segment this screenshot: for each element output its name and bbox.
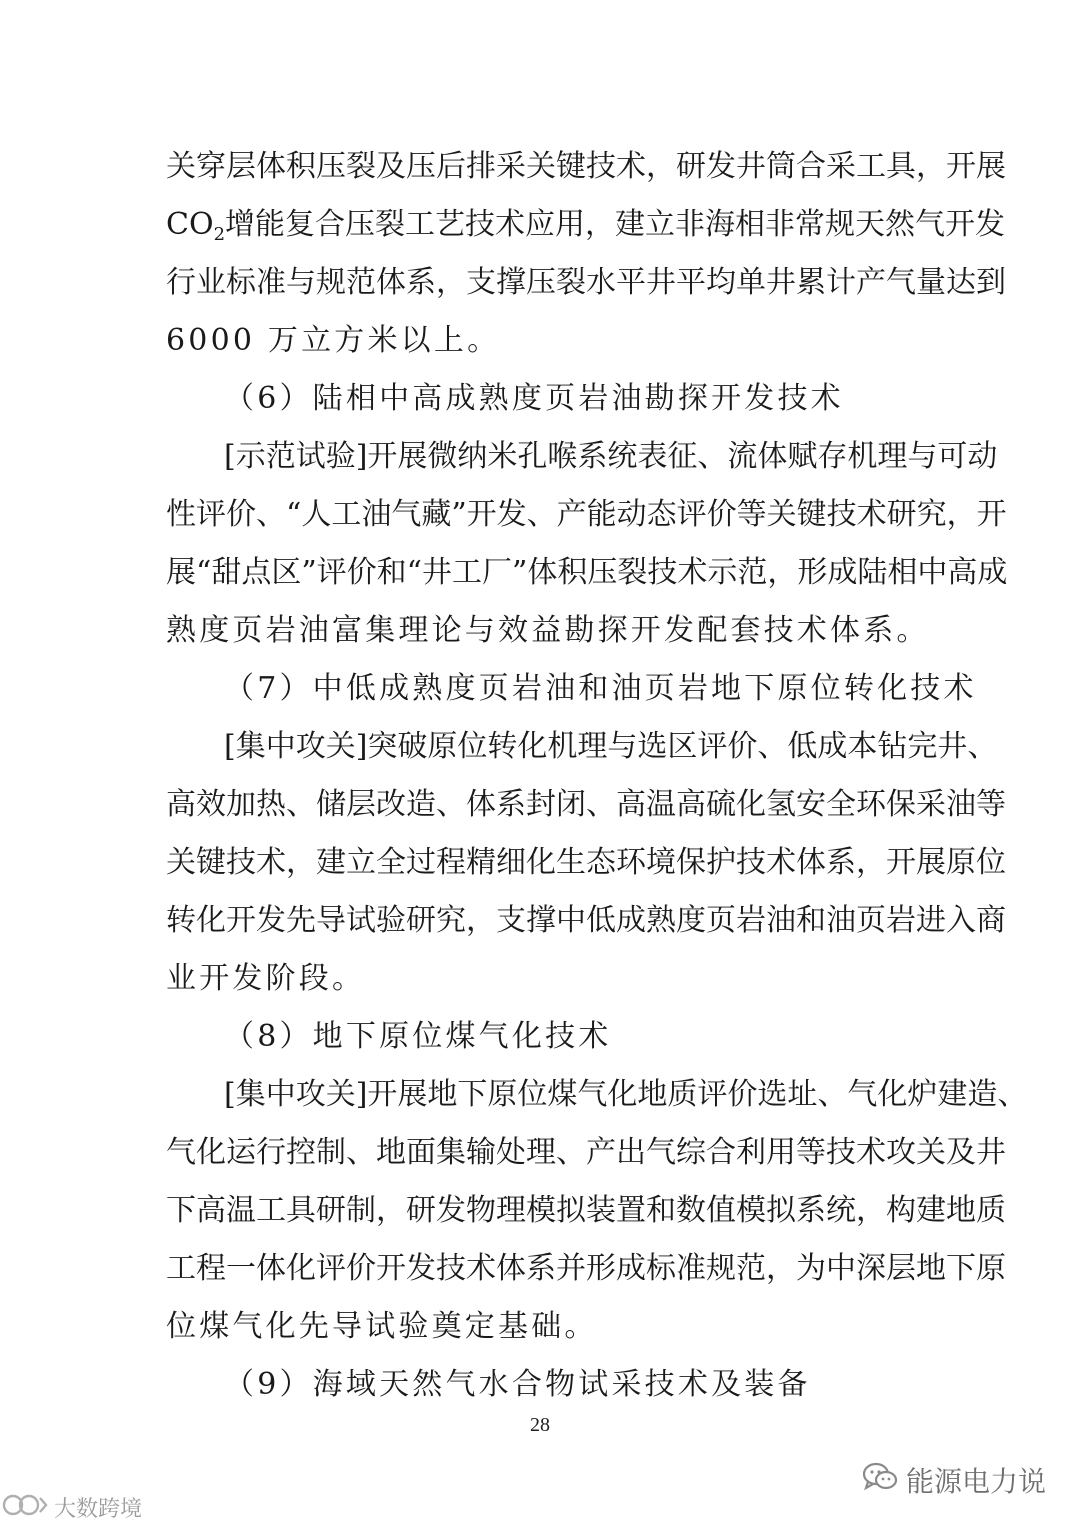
paragraph-line: 高效加热、储层改造、体系封闭、高温高硫化氢安全环保采油等 bbox=[166, 787, 1006, 822]
paragraph-line: 气化运行控制、地面集输处理、产出气综合利用等技术攻关及井 bbox=[166, 1135, 1006, 1170]
page-number: 28 bbox=[530, 1414, 550, 1436]
logo-icon bbox=[2, 1493, 50, 1523]
watermark-source bbox=[862, 1460, 1046, 1500]
paragraph-line: [集中攻关]开展地下原位煤气化地质评价选址、气化炉建造、 bbox=[224, 1077, 1028, 1112]
section-heading: （9）海域天然气水合物试采技术及装备 bbox=[224, 1367, 811, 1402]
section-heading: （7）中低成熟度页岩油和油页岩地下原位转化技术 bbox=[224, 671, 977, 706]
section-heading: （6）陆相中高成熟度页岩油勘探开发技术 bbox=[224, 381, 844, 416]
paragraph-line: 关穿层体积压裂及压后排采关键技术，研发井筒合采工具，开展 bbox=[166, 149, 1006, 184]
paragraph-line: 工程一体化评价开发技术体系并形成标准规范，为中深层地下原 bbox=[166, 1251, 1006, 1286]
paragraph-line: 行业标准与规范体系，支撑压裂水平井平均单井累计产气量达到 bbox=[166, 265, 1006, 300]
chemical-formula-subscript: 2 bbox=[213, 224, 226, 245]
watermark-site bbox=[2, 1492, 142, 1523]
watermark-source-text: 能源电力说 bbox=[905, 1465, 1046, 1498]
paragraph-line: 展“甜点区”评价和“井工厂”体积压裂技术示范，形成陆相中高成 bbox=[166, 555, 1008, 590]
paragraph-line: 关键技术，建立全过程精细化生态环境保护技术体系，开展原位 bbox=[166, 845, 1006, 880]
section-heading: （8）地下原位煤气化技术 bbox=[224, 1019, 612, 1054]
wechat-icon bbox=[862, 1462, 898, 1499]
watermark-site-text: 大数跨境 bbox=[54, 1497, 143, 1522]
paragraph-line: 6000 万立方米以上。 bbox=[166, 323, 501, 358]
paragraph-line: 业开发阶段。 bbox=[166, 961, 366, 996]
paragraph-line: 位煤气化先导试验奠定基础。 bbox=[166, 1309, 598, 1344]
paragraph-line: 性评价、“人工油气藏”开发、产能动态评价等关键技术研究，开 bbox=[166, 497, 1007, 532]
paragraph-line: [示范试验]开展微纳米孔喉系统表征、流体赋存机理与可动 bbox=[224, 439, 998, 474]
document-body bbox=[166, 138, 1028, 1414]
line-text: 增能复合压裂工艺技术应用，建立非海相非常规天然气开发 bbox=[225, 207, 1006, 242]
paragraph-line: 转化开发先导试验研究，支撑中低成熟度页岩油和油页岩进入商 bbox=[166, 903, 1006, 938]
paragraph-line bbox=[166, 196, 1006, 254]
paragraph-line: 熟度页岩油富集理论与效益勘探开发配套技术体系。 bbox=[166, 613, 930, 648]
paragraph-line: [集中攻关]突破原位转化机理与选区评价、低成本钻完井、 bbox=[224, 729, 998, 764]
paragraph-line: 下高温工具研制，研发物理模拟装置和数值模拟系统，构建地质 bbox=[166, 1193, 1006, 1228]
chemical-formula-prefix: CO bbox=[166, 207, 214, 242]
